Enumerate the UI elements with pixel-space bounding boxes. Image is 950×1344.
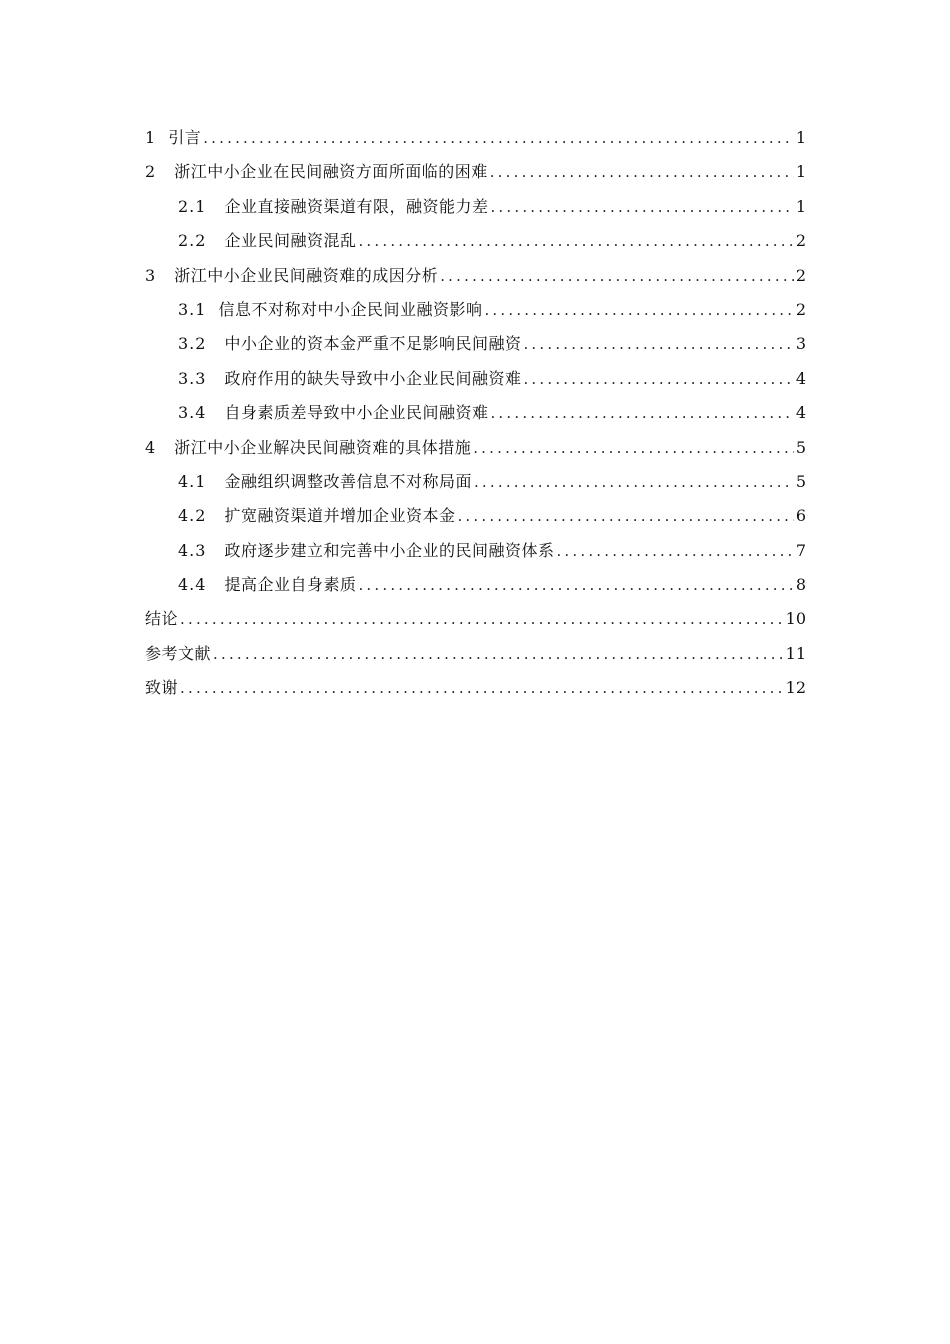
toc-entry-3-1[interactable]: [145, 293, 806, 327]
toc-entry-label: [178, 327, 521, 361]
toc-entry-label: [145, 155, 488, 189]
toc-entry-2-2[interactable]: [145, 224, 806, 258]
toc-entry-page: 2: [795, 231, 806, 251]
dot-leader: [484, 293, 793, 327]
dot-leader: [523, 327, 793, 361]
toc-entry-title: 结论: [145, 609, 179, 629]
dot-leader: [358, 224, 793, 258]
toc-entry-1-introduction[interactable]: [145, 121, 806, 155]
toc-entry-label: [145, 121, 201, 155]
toc-entry-label: [178, 568, 356, 602]
toc-entry-title: 浙江中小企业民间融资难的成因分析: [174, 265, 439, 285]
toc-entry-page: 10: [785, 609, 806, 629]
toc-entry-page: 4: [795, 368, 806, 388]
table-of-contents: [145, 121, 806, 706]
toc-entry-label: [178, 499, 455, 533]
toc-entry-number: 3.4: [178, 403, 207, 423]
toc-entry-title: 提高企业自身素质: [224, 575, 357, 595]
dot-leader: [490, 396, 793, 430]
dot-leader: [180, 671, 784, 705]
toc-entry-4[interactable]: [145, 431, 806, 465]
toc-entry-label: [178, 396, 488, 430]
toc-entry-page: 5: [795, 437, 806, 457]
dot-leader: [203, 121, 794, 155]
toc-entry-page: 1: [795, 162, 806, 182]
toc-entry-title: 政府逐步建立和完善中小企业的民间融资体系: [224, 540, 555, 560]
toc-entry-page: 1: [795, 196, 806, 216]
toc-entry-title: 金融组织调整改善信息不对称局面: [224, 471, 472, 491]
toc-entry-label: [145, 259, 438, 293]
toc-entry-conclusion[interactable]: [145, 602, 806, 636]
toc-entry-page: 6: [795, 506, 806, 526]
toc-entry-number: 4: [145, 437, 157, 457]
dot-leader: [490, 155, 794, 189]
dot-leader: [180, 602, 784, 636]
toc-entry-references[interactable]: [145, 637, 806, 671]
toc-entry-number: 4.4: [178, 575, 207, 595]
toc-entry-title: 扩宽融资渠道并增加企业资本金: [224, 506, 456, 526]
toc-entry-title: 致谢: [145, 678, 179, 698]
toc-entry-page: 7: [795, 540, 806, 560]
toc-entry-3[interactable]: [145, 259, 806, 293]
toc-entry-number: 3.2: [178, 334, 207, 354]
toc-entry-number: 1: [145, 127, 157, 147]
toc-entry-acknowledgements[interactable]: [145, 671, 806, 705]
dot-leader: [457, 499, 793, 533]
toc-entry-4-1[interactable]: [145, 465, 806, 499]
toc-entry-title: 中小企业的资本金严重不足影响民间融资: [224, 334, 522, 354]
toc-entry-title: 企业直接融资渠道有限，融资能力差: [224, 196, 489, 216]
toc-entry-3-2[interactable]: [145, 327, 806, 361]
toc-entry-number: 2: [145, 162, 157, 182]
toc-entry-title: 企业民间融资混乱: [224, 231, 357, 251]
dot-leader: [473, 431, 794, 465]
toc-entry-label: [178, 190, 488, 224]
toc-entry-label: [178, 293, 482, 327]
toc-entry-number: 3.1: [178, 299, 207, 319]
toc-entry-page: 2: [795, 299, 806, 319]
toc-entry-number: 4.3: [178, 540, 207, 560]
toc-entry-page: 11: [785, 643, 806, 663]
toc-entry-label: [178, 465, 472, 499]
toc-entry-page: 3: [795, 334, 806, 354]
toc-entry-title: 引言: [168, 127, 202, 147]
toc-entry-page: 2: [795, 265, 806, 285]
toc-entry-number: 4.2: [178, 506, 207, 526]
toc-entry-page: 8: [795, 575, 806, 595]
toc-entry-number: 2.2: [178, 231, 207, 251]
toc-entry-page: 1: [795, 127, 806, 147]
toc-entry-page: 12: [785, 678, 806, 698]
toc-entry-2[interactable]: [145, 155, 806, 189]
toc-entry-title: 参考文献: [145, 643, 212, 663]
toc-entry-page: 4: [795, 403, 806, 423]
toc-entry-title: 浙江中小企业解决民间融资难的具体措施: [174, 437, 472, 457]
toc-entry-4-4[interactable]: [145, 568, 806, 602]
toc-entry-label: [145, 431, 471, 465]
dot-leader: [358, 568, 793, 602]
toc-entry-title: 信息不对称对中小企民间业融资影响: [218, 299, 483, 319]
toc-entry-4-2[interactable]: [145, 499, 806, 533]
toc-entry-number: 3.3: [178, 368, 207, 388]
toc-entry-number: 2.1: [178, 196, 207, 216]
toc-entry-page: 5: [795, 471, 806, 491]
toc-entry-3-3[interactable]: [145, 362, 806, 396]
dot-leader: [440, 259, 794, 293]
toc-entry-label: [178, 534, 554, 568]
dot-leader: [556, 534, 793, 568]
toc-entry-4-3[interactable]: [145, 534, 806, 568]
dot-leader: [523, 362, 793, 396]
toc-entry-2-1[interactable]: [145, 190, 806, 224]
dot-leader: [490, 190, 793, 224]
toc-entry-3-4[interactable]: [145, 396, 806, 430]
dot-leader: [474, 465, 794, 499]
toc-entry-number: 4.1: [178, 471, 207, 491]
toc-entry-label: [178, 224, 356, 258]
toc-entry-title: 自身素质差导致中小企业民间融资难: [224, 403, 489, 423]
toc-entry-title: 浙江中小企业在民间融资方面所面临的困难: [174, 162, 488, 182]
toc-entry-label: [178, 362, 521, 396]
toc-entry-number: 3: [145, 265, 157, 285]
dot-leader: [213, 637, 784, 671]
toc-entry-title: 政府作用的缺失导致中小企业民间融资难: [224, 368, 522, 388]
